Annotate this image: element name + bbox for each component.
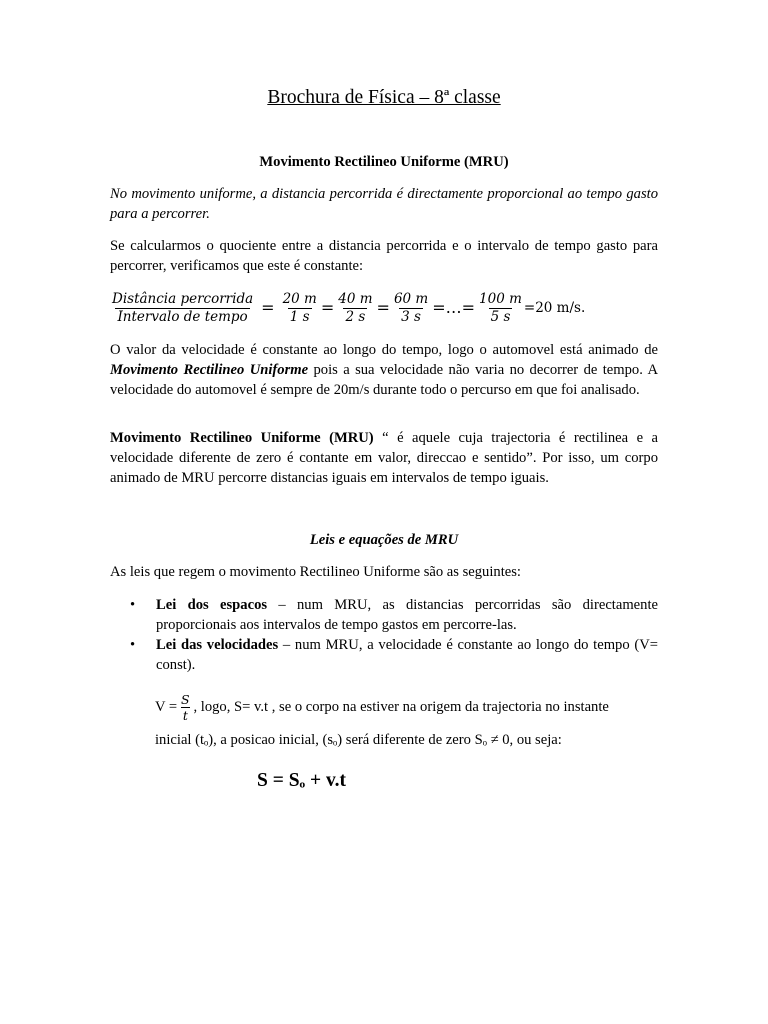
velocity-paragraph-text-c: pois a sua velocidade não varia no decorrer de tempo. A velocidade do automovel é sempre de 20m/s durante todo o percurso em que foi analisado. bbox=[110, 362, 658, 398]
velocity-explanation: , logo, S= v.t , se o corpo na estiver na origem da trajectoria no instante bbox=[189, 698, 609, 715]
mru-definition-text: “ é aquele cuja trajectoria é rectilinea e a velocidade diferente de zero é contante em valor, direccao e sentido”. Por isso, um corpo animado de MRU percorre distancias iguais em intervalos de tempo iguais. bbox=[110, 430, 659, 486]
mru-definition-paragraph bbox=[110, 428, 658, 488]
law-text: – num MRU, a velocidade é constante ao longo do tempo (V= const). bbox=[156, 637, 658, 673]
mru-definition-term: Movimento Rectilineo Uniforme (MRU) bbox=[110, 430, 374, 446]
formula-result: =20 m/s. bbox=[523, 300, 586, 316]
fraction-2-denominator: 2 s bbox=[345, 308, 366, 325]
ellipsis-equals: =…= bbox=[432, 298, 476, 317]
final-equation: S = Sₒ + v.t bbox=[257, 770, 347, 791]
fraction-3 bbox=[392, 291, 430, 326]
fraction-2-numerator: 40 m bbox=[338, 290, 373, 307]
law-item-spaces bbox=[130, 595, 658, 635]
law-term: Lei das velocidades bbox=[156, 637, 279, 653]
fraction-2 bbox=[336, 291, 374, 326]
fraction-1-denominator: 1 s bbox=[289, 308, 310, 325]
intro-paragraph: No movimento uniforme, a distancia percorrida é directamente proporcional ao tempo gasto para a percorrer. bbox=[110, 186, 658, 222]
fraction-4 bbox=[477, 291, 524, 326]
document-title: Brochura de Física – 8ª classe bbox=[267, 87, 501, 108]
law-item-velocities bbox=[130, 635, 658, 675]
fraction-3-denominator: 3 s bbox=[401, 308, 421, 325]
law-term: Lei dos espacos bbox=[156, 597, 268, 613]
fraction-4-numerator: 100 m bbox=[479, 290, 522, 307]
lhs-numerator: Distância percorrida bbox=[112, 290, 254, 307]
fraction-1 bbox=[281, 291, 319, 326]
velocity-paragraph-term: Movimento Rectilineo Uniforme bbox=[110, 362, 309, 378]
initial-position-line: inicial (tₒ), a posicao inicial, (sₒ) será diferente de zero Sₒ ≠ 0, ou seja: bbox=[155, 732, 562, 748]
t-denominator: t bbox=[182, 708, 188, 723]
law-text: – num MRU, as distancias percorridas são directamente proporcionais aos intervalos de tempo gastos em percorre-las. bbox=[156, 597, 658, 633]
velocity-paragraph-text-a: O valor da velocidade é constante ao longo do tempo, logo o automovel está animado de bbox=[110, 342, 658, 358]
s-over-t-fraction bbox=[181, 692, 190, 723]
quotient-paragraph: Se calcularmos o quociente entre a distancia percorrida e o intervalo de tempo gasto para percorrer, verificamos que este é constante: bbox=[110, 238, 658, 274]
s-numerator: S bbox=[181, 692, 190, 707]
fraction-1-numerator: 20 m bbox=[282, 290, 317, 307]
fraction-3-numerator: 60 m bbox=[393, 290, 429, 307]
equals-sign: = bbox=[261, 298, 275, 317]
laws-list bbox=[130, 595, 658, 675]
velocity-formula bbox=[110, 288, 585, 328]
lhs-denominator: Intervalo de tempo bbox=[117, 308, 248, 325]
bullet-icon: • bbox=[130, 637, 136, 653]
equals-sign: = bbox=[320, 298, 335, 317]
bullet-icon: • bbox=[130, 597, 136, 613]
section-heading: Movimento Rectilineo Uniforme (MRU) bbox=[259, 154, 509, 170]
velocity-equation-line bbox=[155, 692, 658, 723]
velocity-paragraph bbox=[110, 340, 658, 400]
lhs-fraction bbox=[110, 291, 255, 326]
fraction-4-denominator: 5 s bbox=[490, 308, 511, 325]
equals-sign: = bbox=[376, 298, 390, 317]
laws-subheading: Leis e equações de MRU bbox=[309, 532, 459, 548]
laws-intro-paragraph: As leis que regem o movimento Rectilineo Uniforme são as seguintes: bbox=[110, 564, 521, 580]
velocity-symbol: V = bbox=[155, 698, 181, 715]
